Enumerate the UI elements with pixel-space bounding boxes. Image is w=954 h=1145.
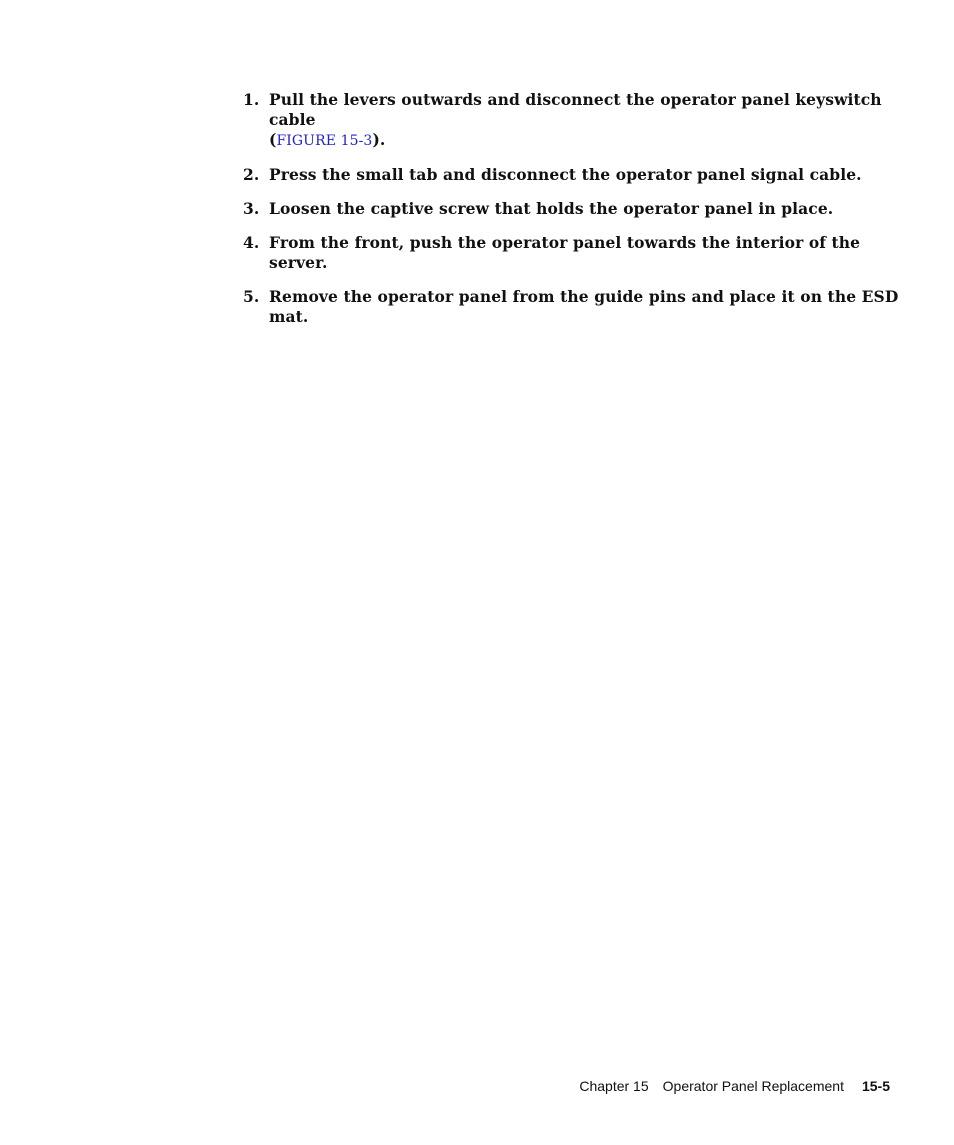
page-footer xyxy=(579,1078,890,1094)
step-number: 3. xyxy=(243,199,260,218)
step-number: 1. xyxy=(243,90,260,109)
step-item xyxy=(243,165,903,185)
page-number: 15-5 xyxy=(861,1078,890,1094)
step-number: 2. xyxy=(243,165,260,184)
step-text: Pull the levers outwards and disconnect the operator panel keyswitch cable xyxy=(269,90,882,129)
step-item xyxy=(243,90,903,151)
paren-open: ( xyxy=(269,130,277,149)
procedure-steps xyxy=(243,90,903,341)
step-text: Press the small tab and disconnect the operator panel signal cable. xyxy=(269,165,862,184)
paren-close: ). xyxy=(372,130,386,149)
step-number: 5. xyxy=(243,287,260,306)
step-text: Loosen the captive screw that holds the operator panel in place. xyxy=(269,199,834,218)
figure-15-3-link[interactable]: FIGURE 15-3 xyxy=(276,133,373,149)
footer-title: Operator Panel Replacement xyxy=(662,1078,844,1094)
step-number: 4. xyxy=(243,233,260,252)
step-item xyxy=(243,233,903,273)
step-item xyxy=(243,199,903,219)
step-item xyxy=(243,287,903,327)
step-text: From the front, push the operator panel towards the interior of the server. xyxy=(269,233,861,272)
footer-chapter: Chapter 15 xyxy=(579,1078,649,1094)
step-text: Remove the operator panel from the guide pins and place it on the ESD mat. xyxy=(269,287,899,326)
